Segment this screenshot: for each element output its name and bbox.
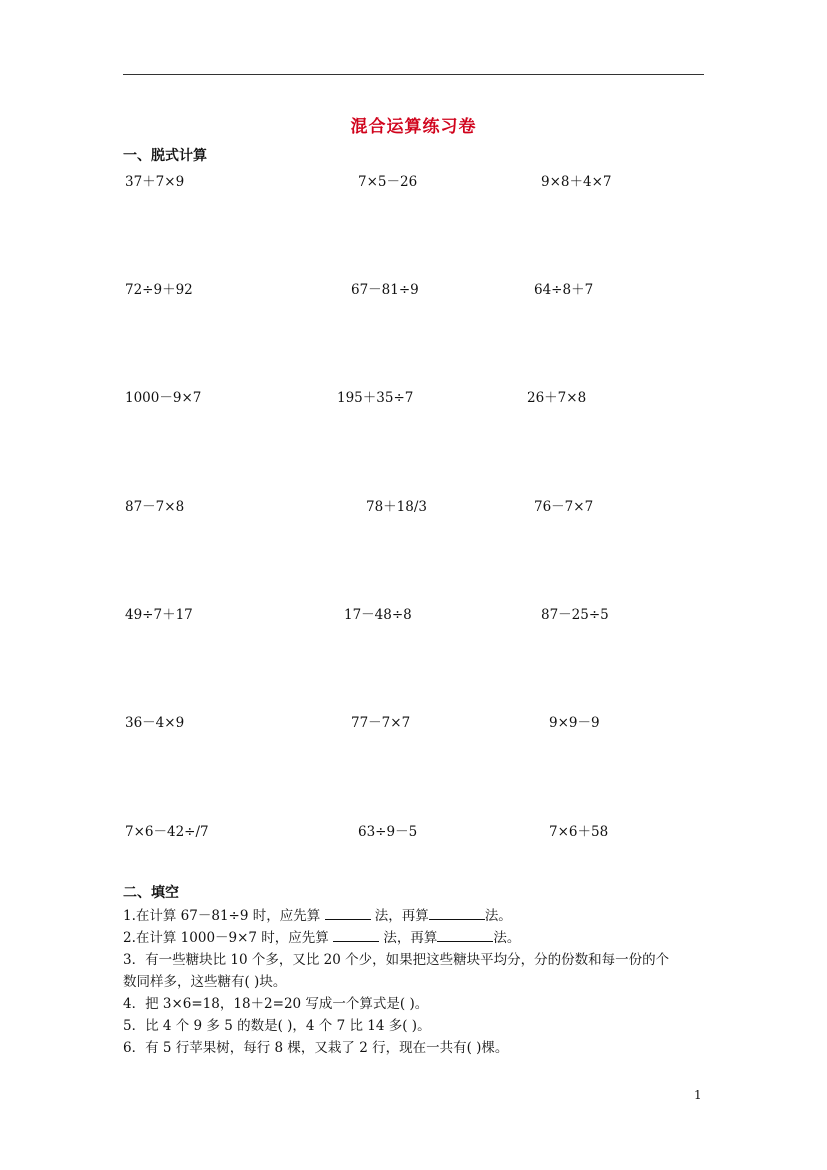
fill-question-5: 5．比 4 个 9 多 5 的数是( )，4 个 7 比 14 多( )。 — [123, 1018, 431, 1034]
problem-1-2: 7×5－26 — [358, 174, 418, 190]
problem-3-1: 1000－9×7 — [125, 390, 202, 406]
problem-3-3: 26＋7×8 — [527, 390, 587, 406]
q1-text-b: 法，再算 — [370, 908, 429, 924]
fill-question-4: 4．把 3×6=18，18＋2=20 写成一个算式是( )。 — [123, 996, 429, 1012]
problem-1-1: 37＋7×9 — [125, 174, 185, 190]
fill-question-3-line-2: 数同样多，这些糖有( )块。 — [123, 974, 287, 990]
problem-2-1: 72÷9＋92 — [125, 282, 193, 298]
page-title: 混合运算练习卷 — [350, 117, 477, 137]
q1-blank-2[interactable] — [429, 905, 485, 920]
q1-blank-1[interactable] — [325, 905, 371, 920]
q2-text-b: 法，再算 — [379, 930, 438, 946]
fill-question-1 — [123, 904, 512, 924]
fill-question-6: 6．有 5 行苹果树，每行 8 棵，又栽了 2 行，现在一共有( )棵。 — [123, 1040, 509, 1056]
problem-7-2: 63÷9－5 — [358, 824, 418, 840]
fill-question-2 — [123, 926, 520, 946]
problem-2-3: 64÷8＋7 — [534, 282, 594, 298]
q1-text-c: 法。 — [484, 908, 512, 924]
q2-blank-1[interactable] — [333, 927, 379, 942]
problem-4-3: 76－7×7 — [534, 499, 594, 515]
q1-text-a: 1.在计算 67－81÷9 时，应先算 — [123, 908, 325, 924]
problem-6-3: 9×9－9 — [549, 715, 600, 731]
problem-1-3: 9×8＋4×7 — [541, 174, 612, 190]
header-rule — [123, 74, 704, 75]
q2-text-c: 法。 — [493, 930, 521, 946]
problem-5-2: 17－48÷8 — [344, 607, 412, 623]
problem-7-1: 7×6－42÷/7 — [125, 824, 209, 840]
problem-4-1: 87－7×8 — [125, 499, 185, 515]
problem-5-1: 49÷7＋17 — [125, 607, 193, 623]
problem-3-2: 195＋35÷7 — [337, 390, 414, 406]
problem-4-2: 78＋18/3 — [366, 499, 427, 515]
q2-blank-2[interactable] — [437, 927, 493, 942]
section2-heading: 二、填空 — [123, 885, 179, 901]
section1-heading: 一、脱式计算 — [123, 148, 207, 164]
q2-text-a: 2.在计算 1000－9×7 时，应先算 — [123, 930, 334, 946]
fill-question-3-line-1: 3．有一些糖块比 10 个多，又比 20 个少，如果把这些糖块平均分，分的份数和每一份的个 — [123, 952, 670, 968]
problem-2-2: 67－81÷9 — [351, 282, 419, 298]
page-number: 1 — [694, 1088, 702, 1102]
problem-5-3: 87－25÷5 — [541, 607, 609, 623]
problem-6-1: 36－4×9 — [125, 715, 185, 731]
problem-6-2: 77－7×7 — [351, 715, 411, 731]
problem-7-3: 7×6＋58 — [549, 824, 609, 840]
